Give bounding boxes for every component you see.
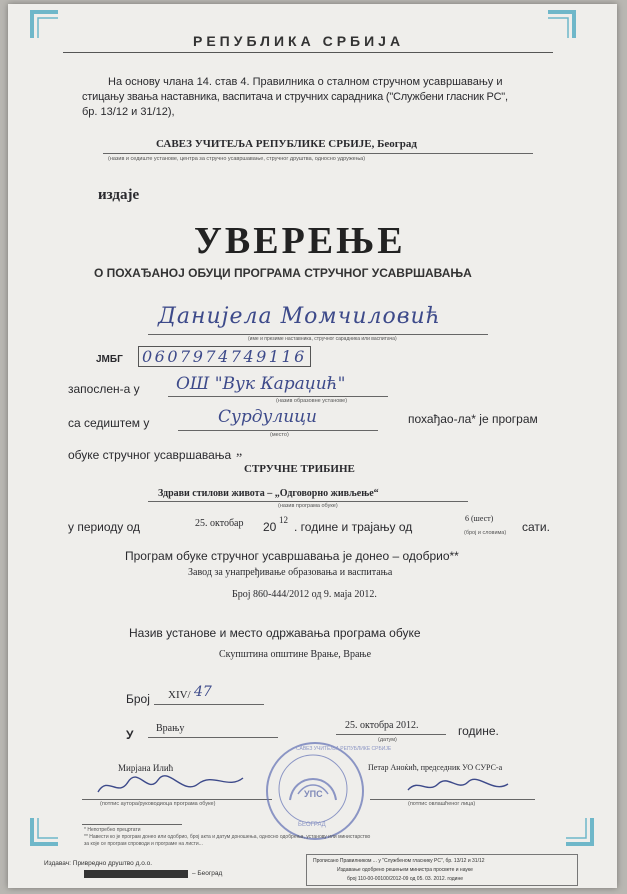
right-signature-icon (403, 774, 513, 798)
footer-right-box (306, 854, 578, 886)
publisher-city: – Београд (192, 870, 223, 877)
approval-number: Број 860-444/2012 од 9. маја 2012. (232, 589, 377, 600)
duration-label: . године и трајању од (294, 520, 413, 534)
program-type: СТРУЧНЕ ТРИБИНЕ (244, 463, 355, 475)
certificate-subtitle: О ПОХАЂАНОЈ ОБУЦИ ПРОГРАМА СТРУЧНОГ УСАВРШАВАЊА (94, 266, 472, 280)
period-label: у периоду од (68, 520, 141, 534)
issuer-underline (103, 153, 533, 154)
footnote-divider (82, 824, 182, 825)
registry-handwritten-number: 47 (194, 684, 212, 700)
city-underline (148, 737, 278, 738)
left-signature-line (82, 799, 272, 800)
footnote-3: за које се програм спроводи и програме на листи... (84, 841, 203, 847)
footer-right-line-1: Прописано Правилником ... у "Службеном гласнику РС", бр. 13/12 и 31/12 (313, 858, 485, 864)
seat-label: са седиштем у (68, 416, 150, 430)
footnote-2: ** Навести ко је програм донео или одобрио, број акта и датум доношења, односно одобрења, установу или министарство (84, 834, 371, 840)
period-date: 25. октобар (195, 518, 244, 529)
year-prefix: 20 (263, 520, 277, 534)
school-caption: (назив образовне установе) (276, 398, 348, 404)
hours-value: 6 (шест) (465, 514, 494, 523)
issued-date: 25. октобра 2012. (345, 720, 419, 731)
approval-institute: Завод за унапређивање образовања и васпитања (188, 567, 393, 578)
program-underline (148, 501, 468, 502)
year-suffix: 12 (279, 515, 288, 525)
corner-ornament-icon (30, 816, 60, 846)
registry-value: XIV/ (168, 689, 191, 701)
date-caption: (датум) (378, 737, 397, 743)
date-underline (336, 734, 446, 735)
left-signature-icon (88, 770, 248, 800)
hours-unit: сати. (522, 520, 550, 534)
footer-right-line-2: Издавање одобрено решењем министра просвете и науке (337, 867, 473, 873)
attended-text: похађао-ла* је програм (408, 412, 538, 426)
intro-line-2: стицању звања наставника, васпитача и стручних сарадника ("Службени гласник РС", (82, 91, 508, 103)
country-header: РЕПУБЛИКА СРБИЈА (193, 33, 405, 49)
name-underline (148, 334, 488, 335)
corner-ornament-icon (564, 816, 594, 846)
right-signatory-name: Петар Аноќић, председник УО СУРС-а (368, 763, 503, 772)
right-signature-caption: (потпис овлашћеног лица) (408, 801, 476, 807)
corner-ornament-icon (30, 10, 60, 40)
issued-year-word: године. (458, 724, 499, 738)
footer-right-line-3: број 110-00-00100/2012-09 од 05. 03. 2012. године (347, 876, 464, 882)
publisher-label: Издавач: Привредно друштво д.о.о. (44, 860, 153, 867)
program-label: обуке стручног усавршавања (68, 448, 232, 462)
left-signature-caption: (потпис аутора/руководиоца програма обуке) (100, 801, 216, 807)
issued-in-label: У (126, 728, 134, 742)
hours-caption: (број и словима) (464, 530, 507, 536)
issued-city: Врању (156, 723, 185, 734)
publisher-logo (84, 870, 188, 878)
certificate-sheet (8, 4, 617, 888)
issuer-name: САВЕЗ УЧИТЕЉА РЕПУБЛИКЕ СРБИЈЕ, Београд (156, 138, 417, 150)
school-name: ОШ "Вук Караџић" (176, 374, 346, 394)
approval-label: Програм обуке стручног усавршавања је донео – одобрио** (125, 549, 459, 563)
registry-label: Број (126, 692, 150, 706)
place-caption: (место) (270, 432, 289, 438)
person-name: Данијела Момчиловић (158, 304, 441, 329)
jmbg-label: ЈМБГ (96, 354, 123, 365)
issuer-caption: (назив и седиште установе, центра за стручно усавршавање, стручног друштва, односно удружења) (108, 156, 366, 162)
place-underline (178, 430, 378, 431)
certificate-title: УВЕРЕЊЕ (194, 220, 406, 262)
corner-ornament-icon (546, 10, 576, 40)
program-name-caption: (назив програма обуке) (278, 503, 338, 509)
intro-line-1: На основу члана 14. став 4. Правилника о сталном стручном усавршавању и (108, 76, 503, 88)
footnote-1: * Непотребно прецртати (84, 827, 141, 833)
right-signature-line (370, 799, 535, 800)
employed-label: запослен-а у (68, 382, 140, 396)
intro-line-3: бр. 13/12 и 31/12), (82, 106, 175, 118)
official-stamp (266, 742, 392, 840)
stamp-text: САВЕЗ УЧИТЕЉА РЕПУБЛИКЕ СРБИЈЕ (296, 746, 392, 752)
jmbg-value: 0607974749116 (138, 346, 311, 367)
stamp-mark: УПС (304, 789, 323, 799)
registry-underline (154, 704, 264, 705)
name-caption: (име и презиме наставника, стручног сарадника или васпитача) (248, 336, 397, 342)
place-name: Сурдулици (218, 407, 317, 427)
venue-label: Назив установе и место одржавања програма обуке (129, 626, 421, 640)
venue-name: Скупштина општине Врање, Врање (219, 649, 372, 660)
left-signatory-name: Мирјана Илић (118, 763, 174, 773)
program-quote-mark: „ (236, 444, 243, 459)
header-divider (63, 52, 553, 53)
program-name: Здрави стилови живота – „Одговорно живљење“ (158, 488, 379, 499)
school-underline (168, 396, 388, 397)
issues-word: издаје (98, 187, 140, 203)
stamp-bottom-text: БЕОГРАД (298, 822, 326, 828)
